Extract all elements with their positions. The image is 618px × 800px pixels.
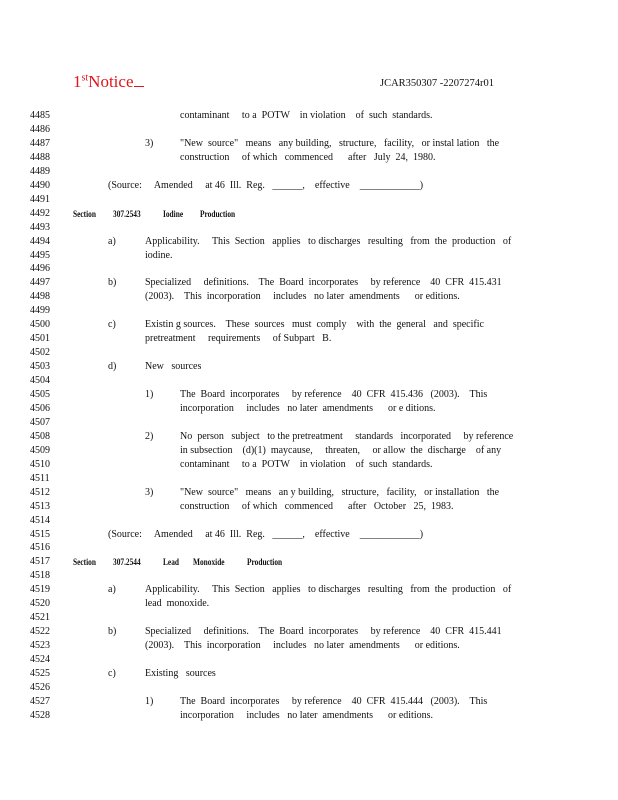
line-number: 4514	[30, 514, 50, 526]
line-number: 4510	[30, 458, 50, 470]
line-number: 4489	[30, 165, 50, 177]
line-text: construction of which commenced after October 25, 1983.	[180, 500, 454, 512]
line-number: 4527	[30, 695, 50, 707]
line-text: Existin g sources. These sources must comply with the general and specific	[145, 319, 484, 331]
line-number: 4487	[30, 137, 50, 149]
line-number: 4492	[30, 207, 50, 219]
line-text: "New source" means an y building, structure, facility, or installation the	[180, 486, 500, 498]
notice-underline	[134, 72, 144, 87]
line-text: c)	[108, 668, 116, 679]
section-heading-part: Iodine	[163, 208, 184, 219]
line-number: 4506	[30, 402, 50, 414]
line-number: 4493	[30, 221, 50, 233]
line-text: in subsection (d)(1) maycause, threaten, or allow the discharge of any	[180, 444, 502, 456]
line-number: 4517	[30, 556, 50, 568]
section-heading-part: Monoxide	[193, 557, 225, 568]
line-number: 4522	[30, 626, 50, 638]
notice-superscript: st	[81, 72, 89, 84]
line-number: 4515	[30, 528, 50, 540]
line-text: incorporation includes no later amendments or e ditions.	[180, 402, 436, 414]
line-text: (Source: Amended at 46 Ill. Reg. ______, effective ____________)	[108, 528, 424, 540]
line-number: 4504	[30, 375, 50, 387]
line-number: 4507	[30, 416, 50, 428]
line-text: (2003). This incorporation includes no later amendments or editions.	[145, 291, 460, 303]
line-text: 1)	[145, 695, 154, 707]
line-number: 4486	[30, 123, 50, 135]
line-number: 4497	[30, 277, 50, 289]
line-text: iodine.	[145, 249, 173, 261]
line-text: d)	[108, 361, 117, 373]
line-text: c)	[108, 319, 116, 331]
line-number: 4511	[30, 472, 50, 484]
line-number: 4494	[30, 235, 50, 247]
section-heading-part: Production	[247, 557, 283, 568]
document-reference: JCAR350307 -2207274r01	[380, 78, 495, 89]
line-text: The Board incorporates by reference 40 CFR 415.436 (2003). This	[180, 389, 488, 400]
line-number: 4526	[30, 681, 50, 693]
line-number: 4516	[30, 542, 50, 554]
line-text: pretreatment requirements of Subpart B.	[145, 333, 332, 345]
line-text: "New source" means any building, structure, facility, or instal lation the	[180, 137, 500, 149]
line-text: incorporation includes no later amendments or editions.	[180, 709, 433, 721]
line-text: a)	[108, 584, 116, 596]
line-number: 4505	[30, 389, 50, 400]
section-heading-part: Section	[73, 208, 96, 219]
line-number: 4498	[30, 291, 50, 303]
line-number: 4513	[30, 500, 50, 512]
line-number: 4525	[30, 668, 50, 679]
line-number: 4512	[30, 486, 50, 498]
line-text: 2)	[145, 430, 154, 442]
line-number: 4488	[30, 151, 50, 163]
line-text: a)	[108, 235, 116, 247]
section-heading-part: Production	[200, 208, 236, 219]
line-text: Applicability. This Section applies to discharges resulting from the production of	[145, 235, 512, 247]
line-text: 1)	[145, 389, 154, 400]
line-number: 4491	[30, 193, 50, 205]
notice-prefix: 1	[73, 72, 82, 91]
line-text: (Source: Amended at 46 Ill. Reg. ______, effective ____________)	[108, 179, 424, 191]
line-text: contaminant to a POTW in violation of such standards.	[180, 458, 433, 470]
line-text: Specialized definitions. The Board incorporates by reference 40 CFR 415.431	[145, 277, 502, 289]
line-number: 4485	[30, 110, 50, 121]
line-text: No person subject to the pretreatment standards incorporated by reference	[180, 430, 514, 442]
line-number: 4519	[30, 584, 50, 596]
line-text: Applicability. This Section applies to discharges resulting from the production of	[145, 584, 512, 596]
line-text: contaminant to a POTW in violation of such standards.	[180, 110, 433, 121]
line-text: 3)	[145, 137, 154, 149]
line-text: (2003). This incorporation includes no later amendments or editions.	[145, 640, 460, 652]
line-text: lead monoxide.	[145, 598, 210, 610]
line-number: 4496	[30, 263, 50, 275]
line-text: b)	[108, 626, 117, 638]
line-text: 3)	[145, 486, 154, 498]
line-number: 4501	[30, 333, 50, 345]
notice-word: Notice	[88, 72, 134, 91]
line-number: 4503	[30, 361, 50, 373]
line-text: New sources	[145, 361, 202, 373]
line-number: 4508	[30, 430, 50, 442]
line-text: construction of which commenced after July 24, 1980.	[180, 151, 436, 163]
line-number: 4499	[30, 305, 50, 317]
line-number: 4524	[30, 654, 50, 666]
section-heading-part: 307.2543	[113, 208, 141, 219]
line-text: b)	[108, 277, 117, 289]
line-number: 4495	[30, 249, 50, 261]
section-heading-part: Section	[73, 557, 96, 568]
line-number: 4490	[30, 179, 50, 191]
line-number: 4518	[30, 570, 50, 582]
line-number: 4509	[30, 444, 50, 456]
line-text: The Board incorporates by reference 40 CFR 415.444 (2003). This	[180, 695, 488, 707]
line-text: Existing sources	[145, 668, 216, 679]
section-heading-part: Lead	[163, 557, 180, 568]
line-number: 4520	[30, 598, 50, 610]
line-number: 4523	[30, 640, 50, 652]
line-number: 4528	[30, 709, 50, 721]
line-text: Specialized definitions. The Board incorporates by reference 40 CFR 415.441	[145, 626, 502, 638]
line-number: 4521	[30, 612, 50, 624]
line-number: 4500	[30, 319, 50, 331]
section-heading-part: 307.2544	[113, 557, 141, 568]
header-notice	[73, 72, 144, 92]
line-number: 4502	[30, 347, 50, 359]
